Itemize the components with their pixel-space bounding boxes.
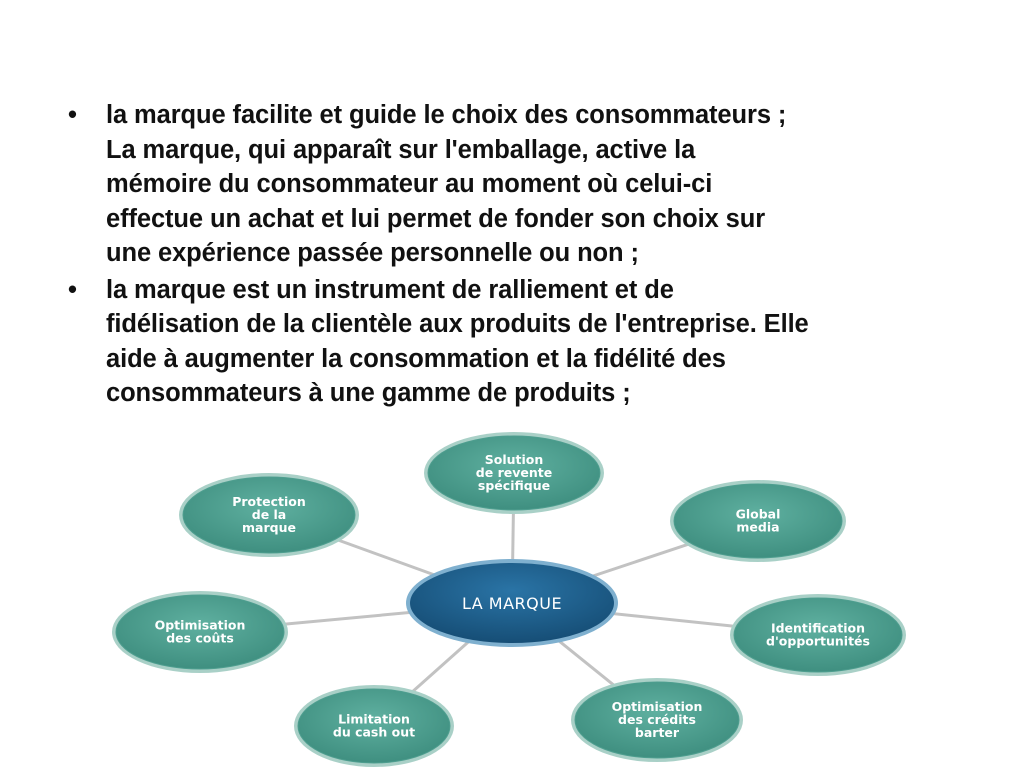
hub-label: LA MARQUE bbox=[461, 594, 563, 613]
bullet-line: une expérience passée personnelle ou non ; bbox=[106, 239, 639, 267]
node-protection bbox=[179, 473, 359, 557]
node-label: Optimisation bbox=[611, 699, 703, 714]
bullet-item bbox=[66, 273, 986, 411]
bullet-line: la marque facilite et guide le choix des consommateurs ; bbox=[106, 101, 787, 129]
node-label: des crédits bbox=[618, 712, 696, 727]
bullet-dot: • bbox=[68, 275, 77, 304]
node-label: spécifique bbox=[477, 478, 551, 493]
node-label: de revente bbox=[475, 465, 553, 480]
node-label: Limitation bbox=[338, 711, 410, 727]
bullet-list bbox=[66, 98, 986, 413]
node-label: de la bbox=[251, 507, 287, 522]
bullet-line: mémoire du consommateur au moment où celui-ci bbox=[106, 170, 713, 198]
node-solution bbox=[424, 432, 604, 514]
bullet-line: consommateurs à une gamme de produits ; bbox=[106, 379, 631, 407]
node-label: media bbox=[736, 519, 780, 535]
node-label: du cash out bbox=[332, 724, 416, 740]
hub bbox=[406, 559, 618, 647]
node-limitation bbox=[294, 685, 454, 767]
node-global-media bbox=[670, 480, 846, 562]
bullet-line: La marque, qui apparaît sur l'emballage, active la bbox=[106, 135, 696, 164]
node-label: des coûts bbox=[166, 630, 234, 646]
bullet-line: fidélisation de la clientèle aux produits de l'entreprise. Elle bbox=[106, 310, 809, 338]
node-optimisation-credits bbox=[571, 678, 743, 762]
node-label: d'opportunités bbox=[766, 633, 870, 649]
node-optimisation-couts bbox=[112, 591, 288, 673]
node-label: Optimisation bbox=[154, 617, 246, 633]
bullet-line: la marque est un instrument de ralliement et de bbox=[106, 275, 674, 304]
bullet-item bbox=[66, 98, 986, 271]
node-label: Solution bbox=[484, 452, 544, 467]
node-identification bbox=[730, 594, 906, 676]
brand-hub-diagram bbox=[0, 430, 1024, 768]
node-label: marque bbox=[242, 520, 296, 535]
node-label: Protection bbox=[232, 494, 306, 509]
bullet-line: aide à augmenter la consommation et la fidélité des bbox=[106, 344, 726, 373]
bullet-dot: • bbox=[68, 101, 77, 129]
node-label: Identification bbox=[770, 620, 866, 636]
node-label: Global bbox=[735, 506, 781, 522]
bullet-line: effectue un achat et lui permet de fonder son choix sur bbox=[106, 204, 766, 233]
node-label: barter bbox=[634, 725, 680, 740]
